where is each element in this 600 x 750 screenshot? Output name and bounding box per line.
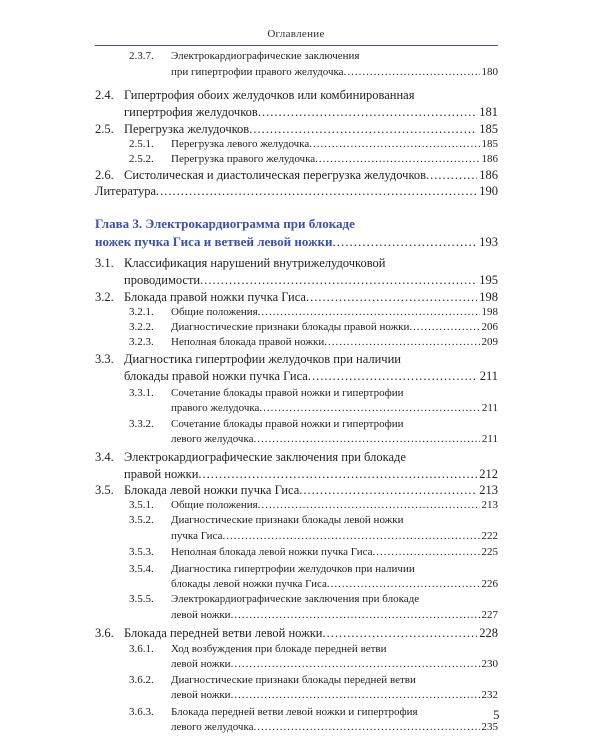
entry-page: 185 xyxy=(481,138,498,150)
entry-page: 227 xyxy=(481,609,498,621)
entry-title-line: правого желудочка xyxy=(171,402,260,414)
entry-number: 3.5.2. xyxy=(129,514,154,526)
entry-page: 212 xyxy=(479,467,498,481)
dot-leader xyxy=(222,530,479,542)
entry-title-line: Перегрузка левого желудочка xyxy=(171,138,310,150)
dot-leader xyxy=(373,546,480,558)
entry-title xyxy=(124,450,498,482)
dot-leader xyxy=(306,290,477,305)
entry-title xyxy=(124,88,498,120)
toc-entry-2-3-7 xyxy=(95,50,498,84)
entry-number: 3.3.2. xyxy=(129,418,154,430)
entry-title xyxy=(124,626,498,641)
entry-title-line: Диагностические признаки блокады левой ножки xyxy=(171,514,404,526)
entry-title xyxy=(171,321,498,333)
entry-title-line: блокады левой ножки пучка Гиса xyxy=(171,578,327,590)
entry-page: 211 xyxy=(481,402,498,414)
entry-title-line: Систолическая и диастолическая перегрузка желудочков xyxy=(124,168,427,182)
entry-title-line: Сочетание блокады правой ножки и гипертрофии xyxy=(171,387,404,399)
dot-leader xyxy=(323,626,478,641)
toc-entry-3-3 xyxy=(95,352,498,386)
entry-title xyxy=(171,50,498,78)
entry-number: 3.2.3. xyxy=(129,336,154,348)
entry-title-line: левого желудочка xyxy=(171,433,254,445)
entry-number: 3.6.2. xyxy=(129,674,154,686)
entry-page: 222 xyxy=(481,530,498,542)
entry-page: 198 xyxy=(481,306,498,318)
entry-title-line: Перегрузка желудочков xyxy=(124,122,250,136)
entry-number: 2.5.1. xyxy=(129,138,154,150)
toc-entry-3-5-5 xyxy=(95,593,498,625)
entry-number: 2.3.7. xyxy=(129,50,154,62)
entry-title xyxy=(171,706,498,733)
entry-page: 190 xyxy=(479,184,498,198)
entry-number: 3.5.3. xyxy=(129,546,154,558)
running-header: Оглавление xyxy=(267,28,325,40)
dot-leader xyxy=(254,433,480,445)
entry-page: 195 xyxy=(479,273,498,287)
entry-page: 225 xyxy=(481,546,498,558)
entry-number: 3.4. xyxy=(95,450,114,464)
entry-title xyxy=(171,674,498,701)
entry-title-line: Литература xyxy=(95,184,156,198)
entry-number: 3.5. xyxy=(95,483,114,497)
entry-title xyxy=(171,336,498,348)
entry-page: 211 xyxy=(479,369,498,383)
dot-leader xyxy=(231,609,480,621)
entry-title-line: левой ножки xyxy=(171,689,231,701)
entry-title xyxy=(124,352,498,384)
dot-leader xyxy=(258,105,477,120)
dot-leader xyxy=(324,336,479,348)
entry-page: 193 xyxy=(479,235,498,249)
dot-leader xyxy=(309,138,479,150)
entry-title-line: блокады правой ножки пучка Гиса xyxy=(124,369,308,383)
entry-title-line: Блокада левой ножки пучка Гиса xyxy=(124,483,300,497)
entry-title xyxy=(171,546,498,558)
toc-entry-3-3-2 xyxy=(95,418,498,450)
page-number: 5 xyxy=(493,707,500,722)
entry-page: 211 xyxy=(481,433,498,445)
entry-title-line: Блокада правой ножки пучка Гиса xyxy=(124,290,306,304)
dot-leader xyxy=(409,321,479,333)
dot-leader xyxy=(344,66,480,78)
entry-title-line: Общие положения xyxy=(171,306,258,318)
entry-title xyxy=(171,593,498,621)
entry-title xyxy=(171,306,498,318)
entry-title-line: Ход возбуждения при блокаде передней ветви xyxy=(171,643,387,655)
entry-title xyxy=(95,184,498,199)
entry-number: 3.6.1. xyxy=(129,643,154,655)
entry-page: 181 xyxy=(479,105,498,119)
entry-page: 185 xyxy=(479,122,498,136)
entry-page: 198 xyxy=(479,290,498,304)
toc-entry-3-5-2 xyxy=(95,514,498,546)
entry-title-line: Блокада передней ветви левой ножки и гипертрофия xyxy=(171,706,418,718)
dot-leader xyxy=(333,234,478,250)
entry-title-line: Диагностические признаки блокады правой ножки xyxy=(171,321,410,333)
entry-title-line: правой ножки xyxy=(124,467,199,481)
entry-title-line: Диагностические признаки блокады передней ветви xyxy=(171,674,416,686)
entry-number: 3.5.4. xyxy=(129,563,154,575)
chapter-title-line: ножек пучка Гиса и ветвей левой ножки xyxy=(95,234,333,249)
dot-leader xyxy=(156,184,477,199)
toc-entry-3-5-4 xyxy=(95,563,498,595)
entry-page: 180 xyxy=(481,66,498,78)
entry-number: 3.6.3. xyxy=(129,706,154,718)
dot-leader xyxy=(327,578,480,590)
entry-title-line: Электрокардиографические заключения при блокаде xyxy=(171,593,420,605)
dot-leader xyxy=(254,721,480,733)
entry-page: 206 xyxy=(481,321,498,333)
entry-title-line: Неполная блокада правой ножки xyxy=(171,336,325,348)
entry-page: 209 xyxy=(481,336,498,348)
entry-title-line: гипертрофия желудочков xyxy=(124,105,258,119)
entry-number: 3.2.2. xyxy=(129,321,154,333)
entry-title-line: пучка Гиса xyxy=(171,530,223,542)
dot-leader xyxy=(308,369,478,384)
entry-page: 228 xyxy=(479,626,498,640)
entry-page: 232 xyxy=(481,689,498,701)
toc-entry-2-4 xyxy=(95,88,498,122)
entry-number: 3.2.1. xyxy=(129,306,154,318)
entry-number: 3.2. xyxy=(95,290,114,304)
entry-number: 3.5.1. xyxy=(129,499,154,511)
entry-number: 3.5.5. xyxy=(129,593,154,605)
entry-title xyxy=(171,418,498,445)
entry-title-line: Сочетание блокады правой ножки и гипертрофии xyxy=(171,418,404,430)
entry-title-line: Общие положения xyxy=(171,499,258,511)
entry-page: 230 xyxy=(481,658,498,670)
entry-number: 3.6. xyxy=(95,626,114,640)
toc-entry-3-6-3 xyxy=(95,706,498,738)
entry-title-line: Неполная блокада левой ножки пучка Гиса xyxy=(171,546,373,558)
entry-title xyxy=(171,499,498,511)
entry-title xyxy=(124,168,498,183)
entry-title-line: Перегрузка правого желудочка xyxy=(171,153,316,165)
entry-title-line: Диагностика гипертрофии желудочков при наличии xyxy=(124,352,401,366)
dot-leader xyxy=(200,273,477,288)
entry-title xyxy=(124,256,498,288)
entry-title-line: проводимости xyxy=(124,273,201,287)
dot-leader xyxy=(198,467,477,482)
header-rule xyxy=(95,45,498,46)
entry-title-line: Электрокардиографические заключения xyxy=(171,50,360,62)
entry-title xyxy=(124,122,498,137)
entry-number: 2.5.2. xyxy=(129,153,154,165)
entry-number: 2.5. xyxy=(95,122,114,136)
toc-entry-3-6-2 xyxy=(95,674,498,706)
entry-title-line: Блокада передней ветви левой ножки xyxy=(124,626,323,640)
dot-leader xyxy=(231,689,480,701)
entry-title-line: левого желудочка xyxy=(171,721,254,733)
entry-title xyxy=(124,290,498,305)
entry-title-line: Электрокардиографические заключения при блокаде xyxy=(124,450,406,464)
entry-title-line: при гипертрофии правого желудочка xyxy=(171,66,344,78)
dot-leader xyxy=(258,306,480,318)
chapter-title-line: Глава 3. Электрокардиограмма при блокаде xyxy=(95,216,355,231)
dot-leader xyxy=(299,483,477,498)
entry-title xyxy=(171,643,498,670)
entry-number: 2.4. xyxy=(95,88,114,102)
toc-entry-3-4 xyxy=(95,450,498,484)
toc-entry-3-1 xyxy=(95,256,498,290)
entry-title xyxy=(124,483,498,498)
dot-leader xyxy=(249,122,477,137)
entry-title xyxy=(171,387,498,414)
dot-leader xyxy=(315,153,479,165)
entry-title xyxy=(171,153,498,165)
entry-page: 235 xyxy=(481,721,498,733)
entry-number: 3.3.1. xyxy=(129,387,154,399)
entry-title xyxy=(171,514,498,542)
dot-leader xyxy=(231,658,480,670)
entry-title xyxy=(171,563,498,590)
dot-leader xyxy=(426,168,477,183)
toc-entry-3-3-1 xyxy=(95,387,498,419)
toc-entry-3-6-1 xyxy=(95,643,498,675)
entry-page: 213 xyxy=(481,499,498,511)
toc-entry-chapter-3 xyxy=(95,216,498,252)
entry-page: 186 xyxy=(481,153,498,165)
entry-number: 3.1. xyxy=(95,256,114,270)
entry-title-line: левой ножки xyxy=(171,658,231,670)
entry-page: 226 xyxy=(481,578,498,590)
entry-page: 186 xyxy=(479,168,498,182)
entry-number: 3.3. xyxy=(95,352,114,366)
dot-leader xyxy=(259,402,479,414)
entry-title-line: Классификация нарушений внутрижелудочковой xyxy=(124,256,386,270)
entry-title-line: Диагностика гипертрофии желудочков при наличии xyxy=(171,563,415,575)
entry-title-line: левой ножки xyxy=(171,609,231,621)
entry-title xyxy=(171,138,498,150)
entry-number: 2.6. xyxy=(95,168,114,182)
chapter-title xyxy=(95,216,498,250)
entry-title-line: Гипертрофия обоих желудочков или комбинированная xyxy=(124,88,415,102)
dot-leader xyxy=(258,499,480,511)
entry-page: 213 xyxy=(479,483,498,497)
